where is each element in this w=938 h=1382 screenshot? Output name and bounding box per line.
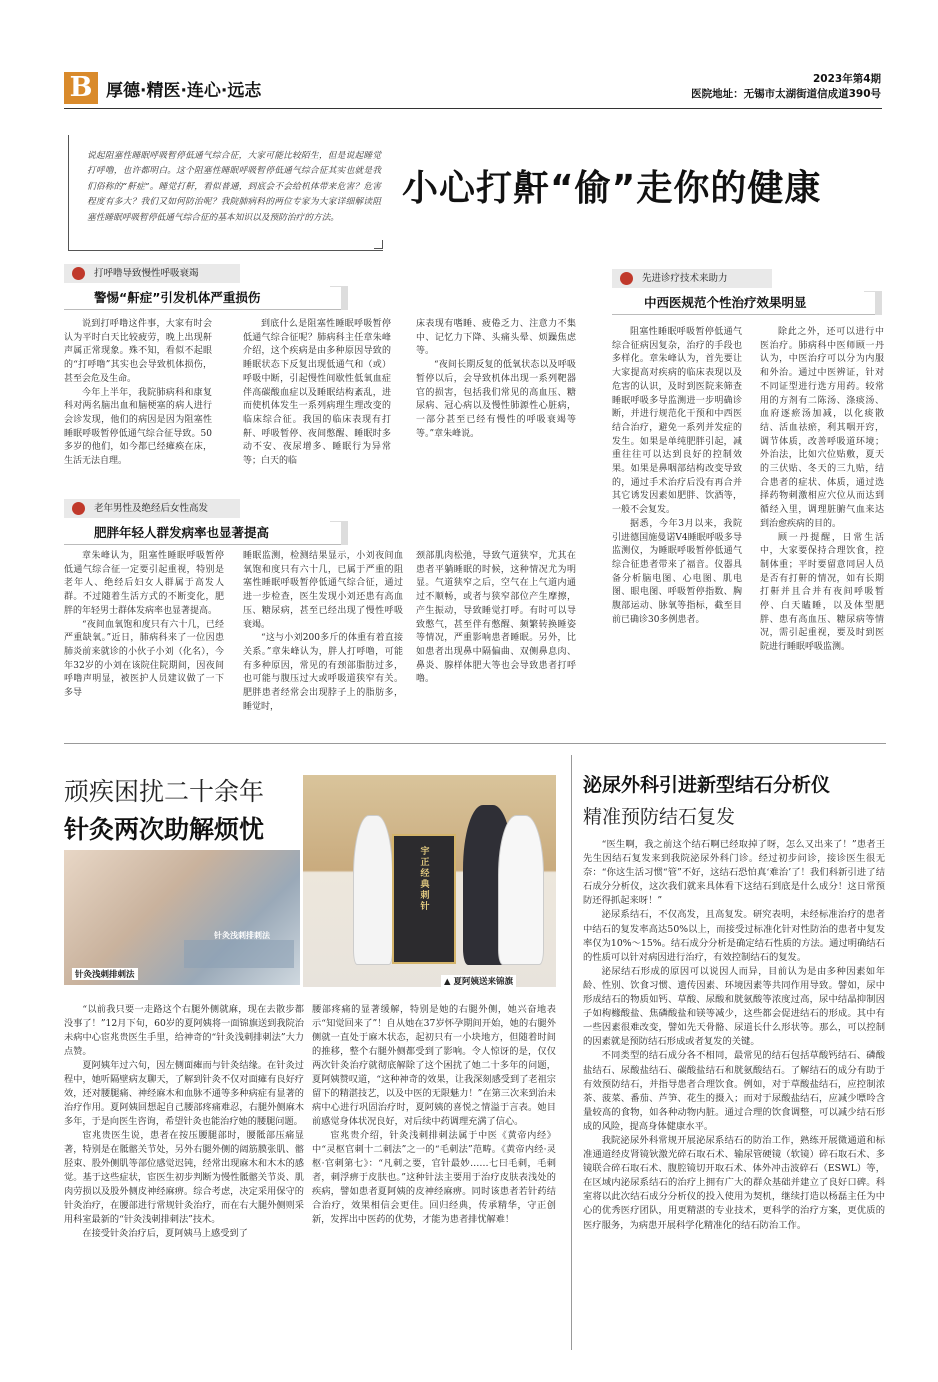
- photo-label: 针灸浅刺排刺法: [214, 931, 270, 940]
- section-tag-highrisk: 老年男性及绝经后女性高发: [64, 499, 240, 518]
- silk-banner: 宇正经典刺针: [392, 834, 456, 964]
- intro-corner: [374, 240, 383, 249]
- urology-title-2: 精准预防结石复发: [583, 806, 736, 828]
- title-bar-decor: [330, 286, 348, 310]
- acupuncture-photo: [64, 850, 300, 985]
- main-headline: 小心打鼾“偷”走你的健康: [402, 168, 822, 209]
- header-rule: [64, 108, 882, 109]
- needles-area: [184, 940, 294, 968]
- title-bar-decor: [330, 521, 348, 545]
- photo-caption-banner: ▲ 夏阿姨送来锦旗: [441, 975, 516, 987]
- article3-col1: 阻塞性睡眠呼吸暂停低通气综合征病因复杂，治疗的手段也多样化。章朱峰认为，首先要让大家提高对疾病的临床表现以及危害的认识，及时到医院来筛查睡眠呼吸多导监测进一步明确诊断，并进行规范化干预和中西医结合治疗，避免一系列并发症的发生。如果是单纯肥胖引起，减重往往可以达到良好的控制效果。如果是鼻咽部结构改变导致的，通过手术治疗后没有再合并其它诱发因素如肥胖、饮酒等，一般不会复发。 据悉，今年3月以来，我院引进德国施曼诺V4睡眠呼吸多导监测仪，为睡眠呼吸暂停低通气综合征患者带来了福音。仪器具备分析脑电图、心电图、肌电图、眼电图、呼吸暂停指数、胸腹部运动、脉氧等指标，截至目前已确诊30多例患者。: [612, 327, 742, 625]
- article1-col3: 床表现有嗜睡、疲倦乏力、注意力不集中、记忆力下降、头痛头晕、烦躁焦虑等。 “夜间长期反复的低氧状态以及呼吸暂停以后，会导致机体出现一系列靶器官的损害，包括我们常见的高血压、糖尿病、冠心病以及慢性肺源性心脏病，一部分甚至已经有慢性的呼吸衰竭等等。”章朱峰说。: [416, 319, 576, 439]
- photo-caption-acupuncture: 针灸浅刺排刺法: [72, 968, 138, 980]
- doctor-left: [353, 815, 393, 965]
- article1-col1: 说到打呼噜这件事，大家有时会认为平时白天比较疲劳，晚上出现鼾声属正常现象。殊不知，看似不起眼的“打呼噜”其实也会导致机体损伤，甚至会危及生命。 今年上半年，我院肺病科和康复科对两名脑出血和脑梗塞的病人进行会诊发现，他们的病因是因为阻塞性睡眠呼吸暂停低通气综合征导致。50多岁的他们，如今都已经瘫痪在床，生活无法自理。: [64, 319, 212, 467]
- issue-number: 2023年第4期: [812, 73, 881, 85]
- banner-presentation-photo: [303, 775, 556, 987]
- section-title-treatment: 中西医规范个性治疗效果明显: [612, 291, 878, 315]
- acupuncture-title-1: 顽疾困扰二十余年: [64, 777, 265, 806]
- article3-col2: 除此之外，还可以进行中医治疗。肺病科中医师顾一丹认为，中医治疗可以分为内服和外治。通过中医辨证，针对不同证型进行选方用药。较常用的方剂有二陈汤、涤痰汤、血府逐瘀汤加减，以化痰散结、活血祛瘀，利其咽开窍，调节体质，改善呼吸道环境；外治法，比如穴位贴敷，夏天的三伏贴、冬天的三九贴，结合患者的症状、体质，通过选择药物刺激相应穴位从而达到循经入里，调理脏腑气血来达到治愈疾病的目的。 顾一丹提醒，日常生活中，大家要保持合理饮食，控制体重；平时要留意同居人员是否有打鼾的情况，如有长期打鼾并且合并有夜间呼吸暂停、白天瞌睡，以及体型肥胖、患有高血压、糖尿病等情况，需引起重视，要及时到医院进行睡眠呼吸监测。: [760, 327, 884, 653]
- vertical-divider: [571, 755, 572, 1350]
- acupuncture-title-2: 针灸两次助解烦忧: [64, 815, 265, 844]
- issue-info: [691, 72, 881, 102]
- section-tag-snoring: 打呼噜导致慢性呼吸衰竭: [64, 264, 240, 283]
- article2-col3: 颈部肌肉松弛，导致气道狭窄，尤其在患者平躺睡眠的时候，这种情况尤为明显。气道狭窄之后，空气在上气道内通过不顺畅，或者与狭窄部位产生摩擦，产生振动，导致睡觉打呼。有时可以导致憋气，甚至伴有憋醒、频繁转换睡姿等情况，严重影响患者睡眠。另外，比如患者出现鼻中隔偏曲、双侧鼻息肉、鼻炎、腺样体肥大等也会导致患者打呼噜。: [416, 551, 576, 685]
- section-title-snoring: 警惕“鼾症”引发机体严重损伤: [64, 286, 346, 310]
- horizontal-divider: [64, 743, 886, 744]
- article1-col2: 到底什么是阻塞性睡眠呼吸暂停低通气综合征呢？肺病科主任章朱峰介绍，这个疾病是由多种原因导致的睡眠状态下反复出现低通气和（或）呼吸中断，引起慢性间歇性低氧血症伴高碳酸血症以及睡眠结构紊乱，进而使机体发生一系列病理生理改变的临床综合征。我国的临床表现有打鼾、呼吸暂停、夜间憋醒、睡眠时多动不安、夜尿增多、睡眠行为异常等；白天的临: [243, 319, 391, 467]
- intro-box: 说起阻塞性睡眠呼吸暂停低通气综合征，大家可能比较陌生，但是说起睡觉打呼噜，也许都明白。这个阻塞性睡眠呼吸暂停低通气综合征其实也就是我们俗称的“鼾症”。睡觉打鼾，看似普通，到底会不会给机体带来危害？危害程度有多大？我们又如何防治呢？我院肺病科的两位专家为大家详细解读阻塞性睡眠呼吸暂停低通气综合征的基本知识以及预防治疗的方法。: [68, 135, 383, 251]
- article2-col1: 章朱峰认为，阻塞性睡眠呼吸暂停低通气综合征一定要引起重视，特别是老年人、绝经后妇女人群属于高发人群。不过随着生活方式的不断变化，肥胖的年轻男士群体发病率也显著提高。 “夜间血氧饱和度只有六十几，已经严重缺氧。”近日，肺病科来了一位因患肺炎前来就诊的小伙子小刘（化名），今年32岁的小刘在该院住院期间，因夜间呼噜声明显，被医护人员建议做了一下多导: [64, 551, 224, 699]
- doctor-right: [498, 815, 544, 965]
- urology-title-1: 泌尿外科引进新型结石分析仪: [583, 774, 831, 796]
- acupuncture-col1: “以前我只要一走路这个右腿外侧就麻，现在去散步都没事了！”12月下旬，60岁的夏阿姨将一面锦旗送到我院治未病中心宦兆贵医生手里，给神奇的“针灸浅刺排刺法”大力点赞。 夏阿姨年过六旬，因左侧面瘫而与针灸结缘。在针灸过程中，她听隔壁病友聊天，了解到针灸不仅对面瘫有良好疗效，还对腰腿痛、神经麻木和血脉不通等多种病症有显著的治疗作用。夏阿姨回想起自己腰部疼痛难忍，右腿外侧麻木多年，于是向医生咨询，希望针灸也能治疗她的腰腿问题。 宦兆贵医生说，患者在按压腰腿部时，腰骶部压痛显著，特别是在骶髂关节处，另外右腿外侧的阔筋膜张肌、髂胫束、股外侧肌等部位感觉迟钝，经常出现麻木和木木的感觉。基于这些症状，宦医生初步判断为慢性骶髂关节炎、肌肉劳损以及股外侧皮神经麻痹。综合考虑，决定采用保守的针灸治疗，在腰部进行常规针灸治疗，而在右大腿外侧则采用科室最新的“针灸浅刺排刺法”技术。 在接受针灸治疗后，夏阿姨马上感受到了: [64, 1004, 304, 1239]
- hospital-address: 医院地址：无锡市太湖街道信成道390号: [691, 88, 881, 100]
- section-badge: B: [64, 72, 98, 104]
- section-title-obesity: 肥胖年轻人群发病率也显著提高: [64, 521, 346, 545]
- section-tag-tech: 先进诊疗技术来助力: [612, 269, 772, 288]
- bullet-dot-icon: [72, 267, 85, 280]
- acupuncture-col2: 腰部疼痛的显著缓解，特别是她的右腿外侧，她兴奋地表示“知觉回来了”！自从她在37岁怀孕期间开始，她的右腿外侧就一直处于麻木状态，起初只有一小块地方，但随着时间的推移，整个右腿外侧都受到了影响。令人惊讶的是，仅仅两次针灸治疗就彻底解除了这个困扰了她二十多年的问题，夏阿姨赞叹道，“这种神奇的效果，让我深刻感受到了老祖宗留下的精湛技艺，以及中医的无限魅力！”在第三次来到治未病中心进行巩固治疗时，夏阿姨的喜悦之情溢于言表。她目前感觉身体状况良好，对后续中药调理充满了信心。 宦兆贵介绍，针灸浅刺排刺法属于中医《黄帝内经》中“灵枢官刺十二刺法”之一的“毛刺法”范畴。《黄帝内经·灵枢·官刺第七》：“凡刺之要，官针最妙……七曰毛刺，毛刺者，刺浮痹于皮肤也。”这种针法主要用于治疗皮肤表浅处的疾病，譬如患者夏阿姨的皮神经麻痹。同时该患者若针药结合治疗，效果相信会更佳。回归经典，传承精华，守正创新，发挥出中医药的优势，才能为患者排忧解难！: [312, 1004, 556, 1225]
- title-bar-decor: [864, 291, 882, 315]
- bullet-dot-icon: [72, 502, 85, 515]
- urology-body: “医生啊，我之前这个结石啊已经取掉了呀，怎么又出来了！”患者王先生因结石复发来到我院泌尿外科门诊。经过初步问诊，接诊医生很无奈：“你这生活习惯“管”不好，这结石恐怕真‘难治’了！我们科新引进了结石成分分析仪，这次我们就来具体看下这结石到底是什么成分！这日常预防还得抓起来呀！” 泌尿系结石，不仅高发，且高复发。研究表明，未经标准治疗的患者中结石的复发率高达50%以上，而接受过标准化针对性防治的患者中复发率仅为10%～15%。结石成分分析是确定结石性质的方法。通过明确结石的性质可以针对病因进行治疗，有效控制结石的复发。 泌尿结石形成的原因可以说因人而异，目前认为是由多种因素如年龄、性别、饮食习惯、遗传因素、环境因素等共同作用导致。譬如，尿中形成结石的物质如钙、草酸、尿酸和胱氨酸等浓度过高，尿中结晶抑制因子如枸橼酸盐、焦磷酸盐和镁等减少，这些都会促进结石的形成。其中有一些因素很难改变，譬如先天骨骼、尿道长什么形状等。那么，可以控制的因素就是预防结石形成或者复发的关键。 不同类型的结石成分各不相同，最常见的结石包括草酸钙结石、磷酸盐结石、尿酸盐结石、碳酸盐结石和胱氨酸结石。了解结石的成分有助于有效预防结石，并指导患者合理饮食。例如，对于草酸盐结石，应控制浓茶、菠菜、番茄、芦笋、花生的摄入；而对于尿酸盐结石，应减少嘌呤含量较高的食物，如各种动物内脏。通过合理的饮食调整，可以减少结石形成的风险，提高身体健康水平。 我院泌尿外科常规开展泌尿系结石的防治工作，熟练开展微通道和标准通道经皮肾镜钬激光碎石取石术、输尿管硬镜（软镜）碎石取石术、多镜联合碎石取石术、腹腔镜切开取石术、体外冲击波碎石（ESWL）等，在区域内泌尿系结石的治疗上拥有广大的群众基础并建立了良好口碑。科室将以此次结石成分分析仪的投入使用为契机，继续打造以杨磊主任为中心的优秀医疗团队，用更精湛的专业技术，更科学的治疗方案，更优质的医疗服务，为病患开展科学化精准化的结石防治工作。: [583, 839, 885, 1231]
- bullet-dot-icon: [620, 272, 633, 285]
- article2-col2: 睡眠监测，检测结果显示，小刘夜间血氧饱和度只有六十几，已属于严重的阻塞性睡眠呼吸暂停低通气综合征，通过进一步检查，医生发现小刘还患有高血压、糖尿病，甚至已经出现了慢性呼吸衰竭。 “这与小刘200多斤的体重有着直接关系。”章朱峰认为，胖人打呼噜，可能有多种原因，常见的有颈部脂肪过多，也可能与腹压过大或呼吸道狭窄有关。肥胖患者经常会出现脖子上的脂肪多，睡觉时，: [243, 551, 403, 712]
- brand-slogan: 厚德·精医·连心·远志: [106, 81, 262, 101]
